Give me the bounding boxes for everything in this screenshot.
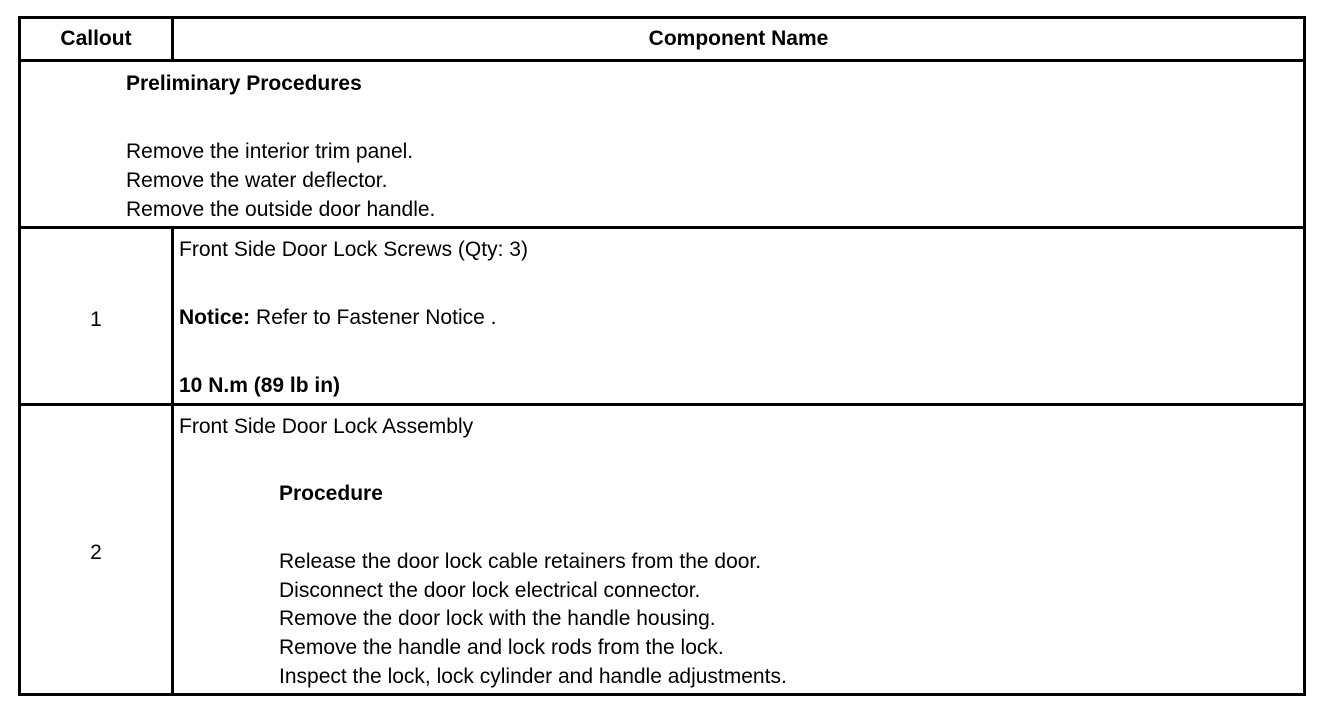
column-divider-body <box>171 226 174 696</box>
row-divider-2 <box>21 403 1303 406</box>
procedure-title: Procedure <box>279 482 383 505</box>
component-table <box>18 16 1306 696</box>
notice-line <box>179 303 496 332</box>
procedure-step: Remove the handle and lock rods from the lock. <box>279 636 724 659</box>
preliminary-title: Preliminary Procedures <box>126 72 362 95</box>
callout-number: 1 <box>90 308 102 331</box>
callout-number: 2 <box>90 541 102 564</box>
header-component-name: Component Name <box>648 27 829 50</box>
procedure-step: Inspect the lock, lock cylinder and handle adjustments. <box>279 665 787 688</box>
preliminary-step: Remove the water deflector. <box>126 169 388 192</box>
header-divider <box>21 59 1303 62</box>
procedure-step: Release the door lock cable retainers from the door. <box>279 550 762 573</box>
procedure-step: Remove the door lock with the handle housing. <box>279 607 716 630</box>
procedure-step: Disconnect the door lock electrical connector. <box>279 579 701 602</box>
notice-text: Refer to Fastener Notice . <box>250 306 497 329</box>
component-name: Front Side Door Lock Assembly <box>179 415 474 438</box>
torque-spec: 10 N.m (89 lb in) <box>179 374 341 397</box>
preliminary-step: Remove the interior trim panel. <box>126 140 414 163</box>
preliminary-step: Remove the outside door handle. <box>126 198 436 221</box>
component-name: Front Side Door Lock Screws (Qty: 3) <box>179 238 528 261</box>
header-callout: Callout <box>60 27 132 50</box>
notice-label: Notice: <box>179 306 251 329</box>
row-divider-1 <box>21 226 1303 229</box>
